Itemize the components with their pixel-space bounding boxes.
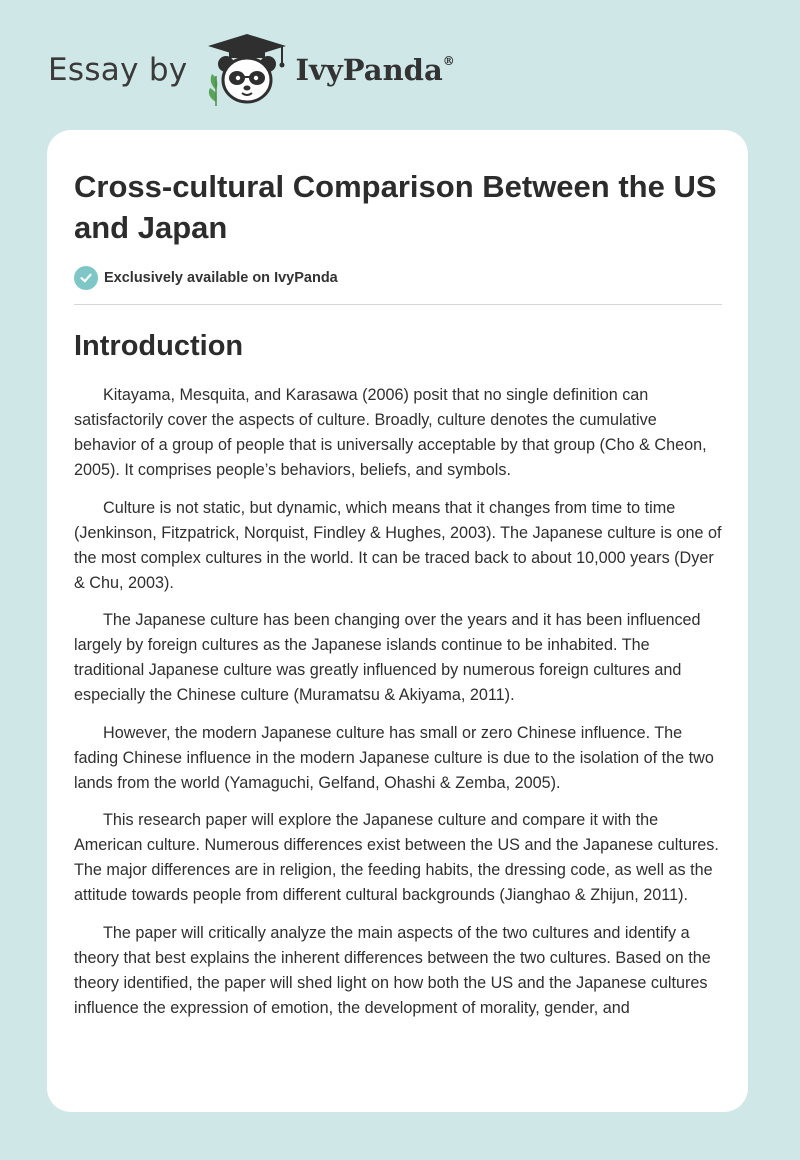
paragraph: The paper will critically analyze the main aspects of the two cultures and identify a theory that best explains the inherent differences between the two cultures. Based on the theory identified, the paper will shed light on how both the US and the Japanese cultures influence the expression of emotion, the development of morality, gender, and bbox=[74, 923, 711, 1017]
essay-body bbox=[74, 383, 722, 1021]
registered-mark: ® bbox=[442, 54, 455, 69]
brand-name[interactable]: IvyPanda® bbox=[295, 53, 455, 87]
panda-graduate-icon[interactable] bbox=[202, 32, 292, 108]
site-header bbox=[48, 30, 455, 110]
essay-title: Cross-cultural Comparison Between the US and Japan bbox=[74, 169, 717, 245]
paragraph: Kitayama, Mesquita, and Karasawa (2006) posit that no single definition can satisfactorily cover the aspects of culture. Broadly, culture denotes the cumulative behavior of a group of people that is universally acceptable by that group (Cho & Cheon, 2005). It comprises people’s behaviors, beliefs, and symbols. bbox=[74, 386, 707, 479]
essay-by-label: Essay by bbox=[48, 52, 188, 88]
essay-card bbox=[47, 130, 748, 1112]
check-circle-icon bbox=[74, 266, 98, 290]
exclusive-badge bbox=[74, 266, 722, 290]
paragraph: However, the modern Japanese culture has small or zero Chinese influence. The fading Chinese influence in the modern Japanese culture is due to the isolation of the two lands from the world (Yamaguchi, Gelfand, Ohashi & Zemba, 2005). bbox=[74, 723, 714, 792]
exclusive-badge-label: Exclusively available on IvyPanda bbox=[104, 270, 338, 286]
paragraph: Culture is not static, but dynamic, which means that it changes from time to time (Jenkinson, Fitzpatrick, Norquist, Findley & Hughes, 2003). The Japanese culture is one of the most complex cultures in the world. It can be traced back to about 10,000 years (Dyer & Chu, 2003). bbox=[74, 498, 722, 592]
divider bbox=[74, 304, 722, 305]
paragraph: This research paper will explore the Japanese culture and compare it with the American culture. Numerous differences exist between the US and the Japanese cultures. The major differences are in religion, the feeding habits, the dressing code, as well as the attitude towards people from different cultural backgrounds (Jianghao & Zhijun, 2011). bbox=[74, 811, 719, 904]
paragraph: The Japanese culture has been changing over the years and it has been influenced largely by foreign cultures as the Japanese islands continue to be inhabited. The traditional Japanese culture was greatly influenced by numerous foreign cultures and especially the Chinese culture (Muramatsu & Akiyama, 2011). bbox=[74, 611, 701, 704]
section-heading: Introduction bbox=[74, 330, 244, 362]
